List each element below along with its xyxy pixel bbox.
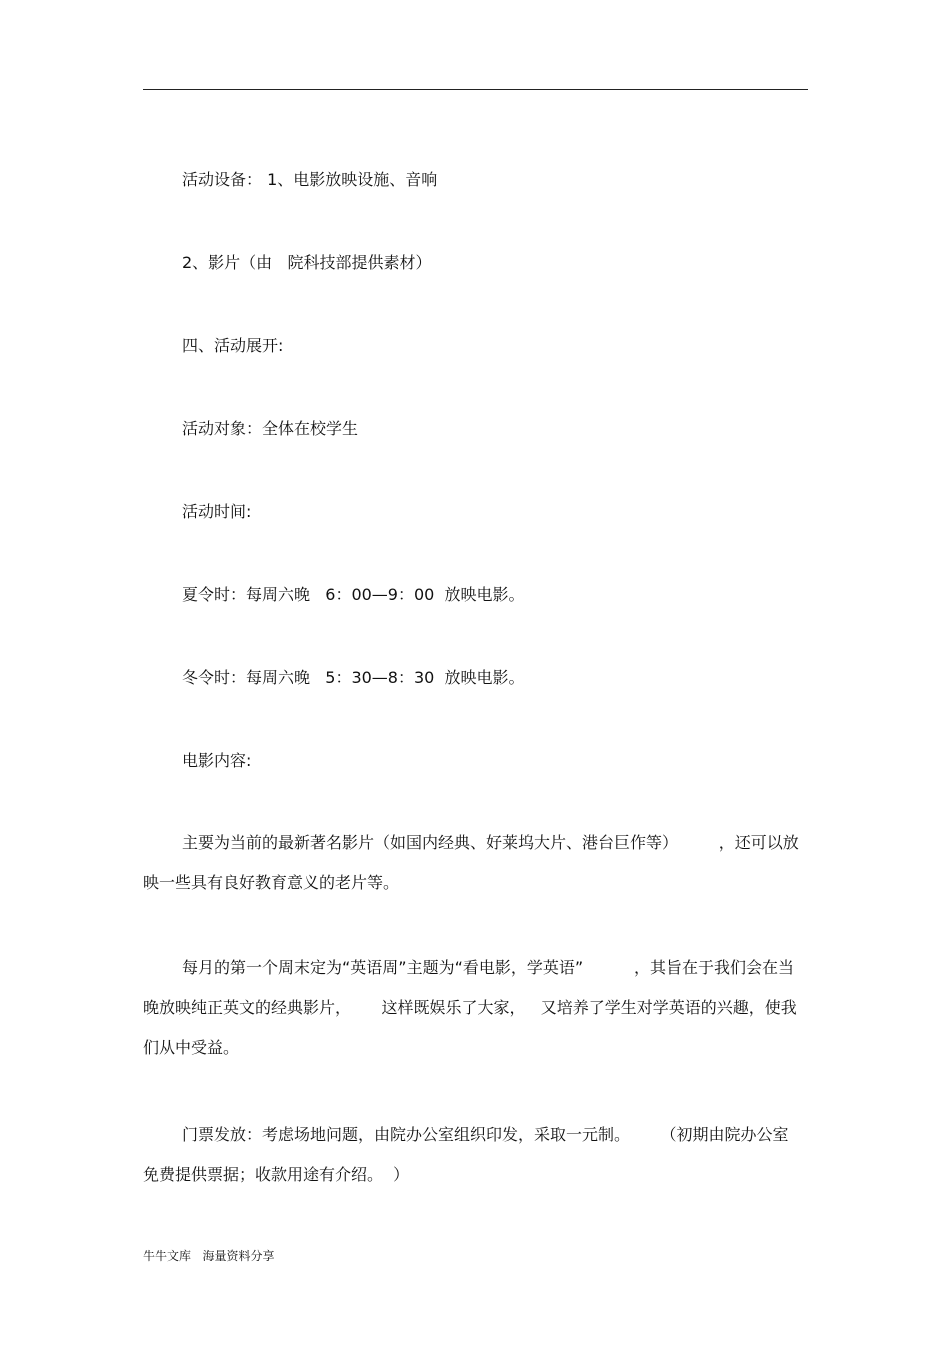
time-label: 活动时间: [182, 502, 252, 521]
equipment-line: 活动设备： 1、电影放映设施、音响 [182, 170, 438, 189]
target-audience-line: 活动对象：全体在校学生 [182, 419, 359, 438]
film-content-label: 电影内容: [182, 751, 252, 770]
section-4-heading: 四、活动展开: [182, 336, 284, 355]
tickets-paragraph [143, 1115, 803, 1195]
tickets-text: 门票发放：考虑场地问题，由院办公室组织印发，采取一元制。 （初期由院办公室免费提供票据；收款用途有介绍。 ） [143, 1125, 789, 1184]
winter-schedule-line: 冬令时：每周六晚 5：30—8：30 放映电影。 [182, 668, 525, 687]
summer-schedule-line: 夏令时：每周六晚 6：00—9：00 放映电影。 [182, 585, 525, 604]
films-line: 2、影片（由 院科技部提供素材） [182, 253, 432, 272]
english-week-paragraph [143, 948, 803, 1068]
main-films-paragraph [143, 823, 803, 903]
english-week-text: 每月的第一个周末定为“英语周”主题为“看电影，学英语” ，其旨在于我们会在当晚放映纯正英文的经典影片， 这样既娱乐了大家， 又培养了学生对学英语的兴趣，使我们从中受益。 [143, 958, 797, 1057]
main-films-text: 主要为当前的最新著名影片（如国内经典、好莱坞大片、港台巨作等） ，还可以放映一些具有良好教育意义的老片等。 [143, 833, 799, 892]
header-rule [143, 89, 808, 90]
footer-text: 牛牛文库 海量资料分享 [143, 1249, 275, 1263]
